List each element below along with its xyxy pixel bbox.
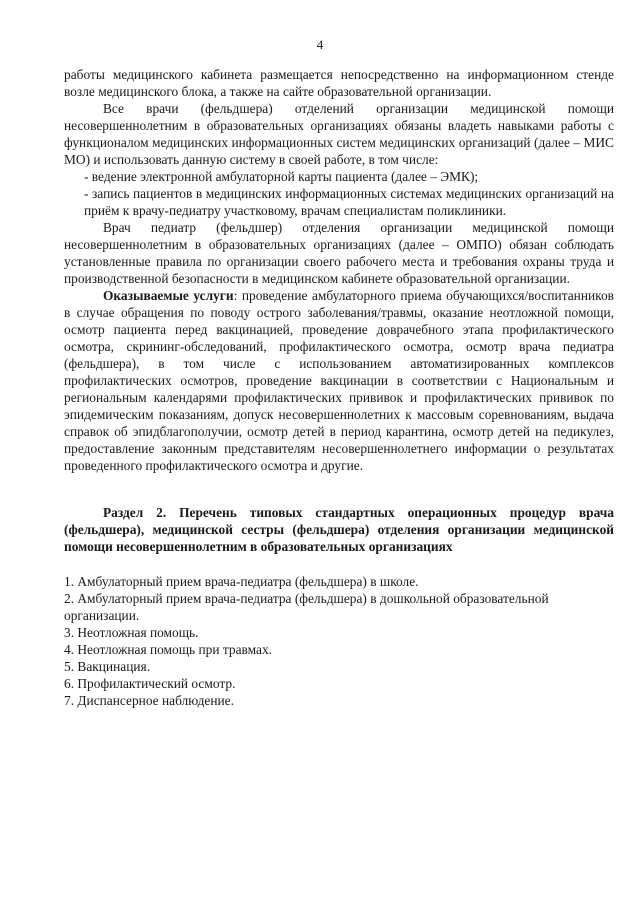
paragraph-ompo-duties: Врач педиатр (фельдшер) отделения организации медицинской помощи несовершеннолетним в образовательных организациях (далее – ОМПО) обязан соблюдать установленные правила по организации своего рабочего места и требования охраны труда и производственной безопасности в медицинском кабинете образовательной организации. [64, 220, 614, 286]
document-body [64, 66, 614, 709]
services-text: : проведение амбулаторного приема обучающихся/воспитанников в случае обращения по поводу острого заболевания/травмы, оказание неотложной помощи, осмотр пациента перед вакцинацией, проведение доврачебного этапа профилактического осмотра, скрининг-обследований, профилактического осмотра, осмотр врача педиатра (фельдшера), в том числе с использованием автоматизированных комплексов профилактических осмотров, проведение вакцинации в соответствии с Национальным и региональным календарями профилактических прививок и профилактических прививок по эпидемическим показаниям, допуск несовершеннолетних к массовым соревнованиям, выдача справок об эпидблагополучии, осмотр детей в период карантина, осмотр детей на педикулез, предоставление законным представителям несовершеннолетнего информации о результатах проведенного профилактического осмотра и другие. [64, 288, 614, 473]
page-number: 4 [316, 37, 324, 52]
bullet-emk: - ведение электронной амбулаторной карты пациента (далее – ЭМК); [84, 169, 479, 184]
services-heading: Оказываемые услуги [103, 288, 234, 303]
procedures-list [64, 573, 614, 709]
list-item: 5. Вакцинация. [64, 659, 151, 674]
paragraph-cabinet-info: работы медицинского кабинета размещается непосредственно на информационном стенде возле медицинского блока, а также на сайте образовательной организации. [64, 67, 614, 99]
list-item: 2. Амбулаторный прием врача-педиатра (фельдшера) в дошкольной образовательной организации. [64, 591, 549, 623]
list-item: 1. Амбулаторный прием врача-педиатра (фельдшера) в школе. [64, 574, 419, 589]
list-item: 4. Неотложная помощь при травмах. [64, 642, 272, 657]
paragraph-services [64, 287, 614, 474]
list-item: 3. Неотложная помощь. [64, 625, 199, 640]
section-2-title: Раздел 2. Перечень типовых стандартных операционных процедур врача (фельдшера), медицинской сестры (фельдшера) отделения организации медицинской помощи несовершеннолетним в образовательных организациях [64, 505, 614, 554]
list-item: 6. Профилактический осмотр. [64, 676, 236, 691]
paragraph-mis-mo: Все врачи (фельдшера) отделений организации медицинской помощи несовершеннолетним в образовательных организациях обязаны владеть навыками работы с функционалом медицинских информационных систем медицинских организаций (далее – МИС МО) и использовать данную систему в своей работе, в том числе: [64, 101, 614, 167]
bullet-appointment: - запись пациентов в медицинских информационных системах медицинских организаций на приём к врачу-педиатру участковому, врачам специалистам поликлиники. [84, 186, 614, 218]
list-item: 7. Диспансерное наблюдение. [64, 693, 234, 708]
